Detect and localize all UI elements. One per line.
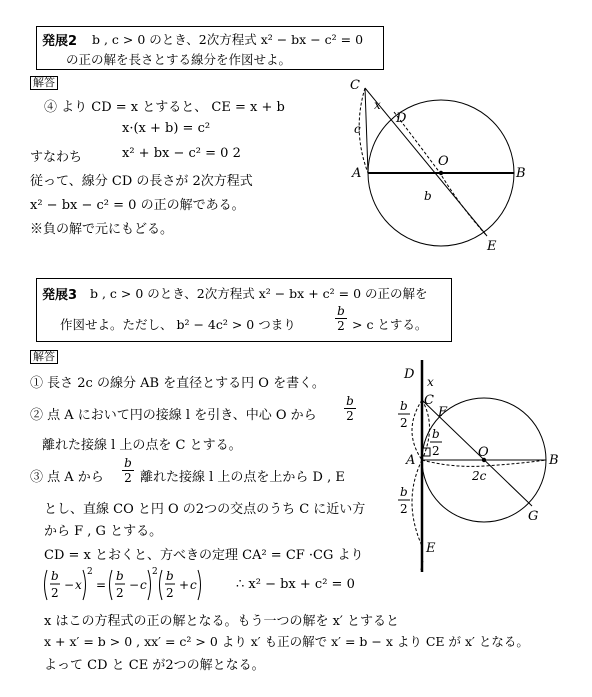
problem3-line2b: > c とする。 — [352, 317, 428, 332]
fig2-label-2-upper: 2 — [400, 416, 408, 430]
solution2-line-7: ※負の解で元にもどる。 — [30, 222, 174, 237]
problem3-frac-den: 2 — [337, 319, 345, 333]
svg-text:2: 2 — [87, 567, 93, 577]
fig2-label-f: F — [438, 405, 448, 420]
svg-text:b: b — [51, 569, 59, 583]
svg-text:b: b — [166, 569, 174, 583]
fig2-label-c: C — [424, 393, 434, 408]
figure1-diagram — [340, 76, 540, 256]
svg-text:b: b — [116, 569, 124, 583]
solution3-line5: から F , G とする。 — [44, 524, 163, 539]
svg-text:+: + — [179, 578, 190, 592]
solution3-step2a: ② 点 A において円の接線 l を引き、中心 O から — [30, 408, 317, 423]
fig2-label-2-inner: 2 — [432, 444, 440, 458]
problem2-line2: の正の解を長さとする線分を作図せよ。 — [66, 52, 292, 67]
fig2-label-e: E — [426, 541, 436, 556]
fig2-label-b-point: B — [549, 453, 559, 468]
problem3-line1: b , c > 0 のとき、2次方程式 x² − bx + c² = 0 の正の解を — [90, 286, 428, 301]
step2-frac-den: 2 — [346, 409, 354, 423]
solution2-line-2: x·(x + b) = c² — [122, 121, 211, 136]
fig2-label-2-lower: 2 — [400, 502, 408, 516]
fig2-label-x: x — [427, 375, 434, 389]
solution2-line-4: x² + bx − c² = 0 2 — [122, 146, 241, 161]
fig2-label-a: A — [406, 453, 416, 468]
svg-text:2: 2 — [116, 586, 124, 600]
problem2-line1: b , c > 0 のとき、2次方程式 x² − bx − c² = 0 — [92, 32, 364, 47]
svg-text:2: 2 — [152, 567, 158, 577]
fig2-label-d: D — [404, 367, 415, 382]
step3-frac-den: 2 — [124, 471, 132, 485]
step3-frac-num: b — [122, 456, 134, 471]
svg-text:=: = — [96, 578, 107, 592]
solution2-line-5: 従って、線分 CD の長さが 2次方程式 — [30, 174, 253, 189]
fig1-label-d: D — [396, 111, 407, 126]
svg-text:c: c — [140, 578, 147, 592]
fig1-label-o: O — [438, 154, 449, 169]
solution3-step3a: ③ 点 A から — [30, 470, 104, 485]
problem3-frac-num: b — [335, 304, 347, 319]
solution3-step3b: 離れた接線 l 上の点を上から D , E — [140, 470, 345, 485]
solution3-line4: とし、直線 CO と円 O の2つの交点のうち C に近い方 — [44, 502, 366, 517]
svg-text:x: x — [75, 578, 82, 592]
fig2-label-b-lower: b — [400, 485, 408, 499]
fig1-label-c-side: c — [354, 122, 361, 136]
fig2-label-g: G — [528, 509, 539, 524]
solution3-step2b: 離れた接線 l 上の点を C とする。 — [42, 438, 242, 453]
fig2-label-2c: 2c — [472, 469, 487, 483]
solution2-line-3: すなわち — [30, 150, 83, 165]
svg-text:2: 2 — [166, 586, 174, 600]
fig1-label-x: x — [374, 98, 381, 112]
solution3-equation — [42, 564, 252, 606]
figure2-diagram — [392, 356, 582, 576]
fig1-label-e: E — [487, 239, 497, 254]
problem3-fraction — [335, 304, 347, 333]
svg-text:c: c — [190, 578, 197, 592]
problem3-heading: 発展3 — [42, 288, 78, 303]
fig1-label-a: A — [352, 166, 362, 181]
solution3-line9: x + x′ = b > 0 , xx′ = c² > 0 より x′ も正の解で x′ = b − x より CE が x′ となる。 — [44, 634, 529, 649]
solution2-line-6: x² − bx − c² = 0 の正の解である。 — [30, 198, 245, 213]
solution3-step3-fraction — [122, 456, 134, 485]
solution3-line8: x はこの方程式の正の解となる。もう一つの解を x′ とすると — [44, 614, 400, 629]
svg-text:2: 2 — [51, 586, 59, 600]
fig2-label-o: O — [478, 445, 489, 460]
solution2-badge: 解答 — [30, 76, 58, 90]
solution3-conclusion-eq: ∴ x² − bx + c² = 0 — [236, 577, 355, 592]
solution3-badge: 解答 — [30, 350, 58, 364]
fig1-label-b-point: B — [516, 166, 526, 181]
fig1-label-c-point: C — [350, 78, 360, 93]
problem2-heading: 発展2 — [42, 34, 78, 49]
solution3-line10: よって CD と CE が2つの解となる。 — [44, 658, 265, 673]
fig2-label-b-upper: b — [400, 399, 408, 413]
solution2-line-1: ④ より CD = x とすると、 CE = x + b — [44, 100, 285, 115]
svg-text:−: − — [64, 578, 75, 592]
svg-text:−: − — [129, 578, 140, 592]
step2-frac-num: b — [344, 394, 356, 409]
solution3-step2-fraction — [344, 394, 356, 423]
solution3-step1: ① 長さ 2c の線分 AB を直径とする円 O を書く。 — [30, 376, 325, 391]
fig2-label-b-inner: b — [432, 427, 440, 441]
fig2-label-l: l — [420, 559, 424, 573]
problem3-line2a: 作図せよ。ただし、 b² − 4c² > 0 つまり — [60, 317, 296, 332]
solution3-line6: CD = x とおくと、方べきの定理 CA² = CF ·CG より — [44, 548, 364, 563]
fig1-label-b-side: b — [424, 189, 432, 203]
